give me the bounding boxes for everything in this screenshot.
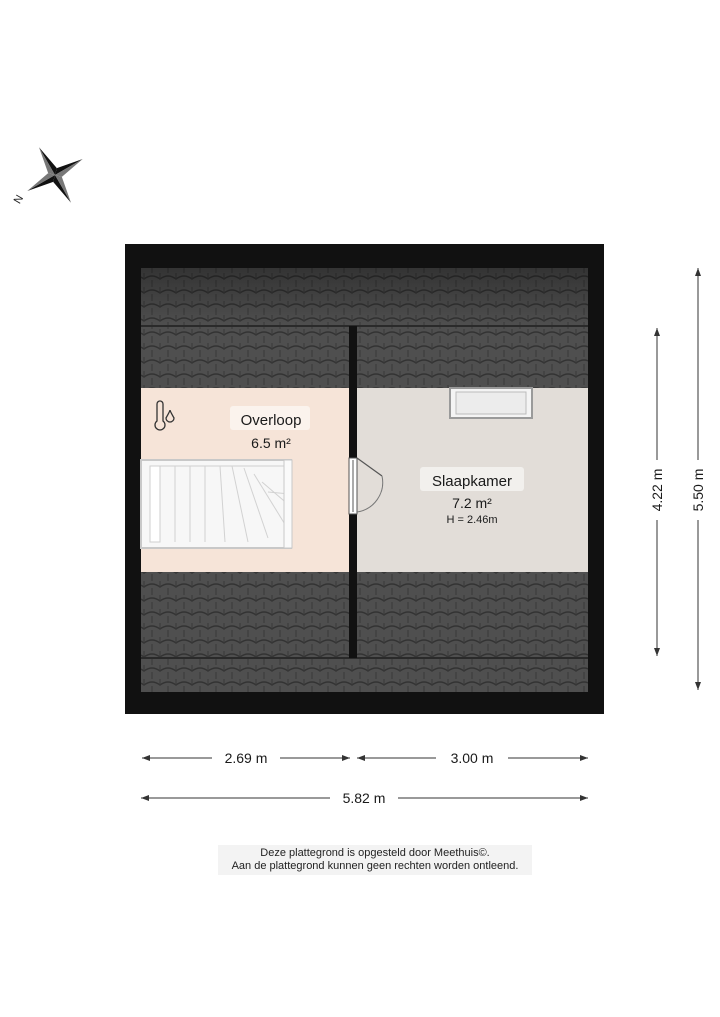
dimension-width-left: [142, 750, 350, 766]
svg-text:2.69 m: 2.69 m: [224, 750, 268, 766]
compass-north-label: N: [11, 193, 27, 206]
room-name-slaapkamer: Slaapkamer: [431, 473, 513, 490]
dimension-depth-inner: [649, 328, 665, 656]
staircase-icon: [141, 460, 292, 548]
disclaimer-line-1: Deze plattegrond is opgesteld door Meethuis©.: [260, 847, 490, 859]
svg-text:5.82 m: 5.82 m: [342, 790, 386, 806]
room-area-overloop: 6.5 m²: [251, 435, 291, 451]
svg-text:5.50 m: 5.50 m: [690, 468, 706, 512]
roof-bottom: [141, 572, 588, 692]
room-name-overloop: Overloop: [240, 412, 302, 429]
compass-rose-icon: [11, 131, 98, 218]
dimension-depth-total: [690, 268, 706, 690]
room-area-slaapkamer: 7.2 m²: [452, 495, 492, 511]
svg-text:4.22 m: 4.22 m: [649, 468, 665, 512]
dimension-width-total: [141, 790, 588, 806]
disclaimer-line-2: Aan de plattegrond kunnen geen rechten worden ontleend.: [231, 860, 519, 872]
disclaimer: [218, 845, 532, 875]
room-height-slaapkamer: H = 2.46m: [446, 514, 498, 526]
svg-text:3.00 m: 3.00 m: [450, 750, 494, 766]
dimension-width-right: [357, 750, 588, 766]
